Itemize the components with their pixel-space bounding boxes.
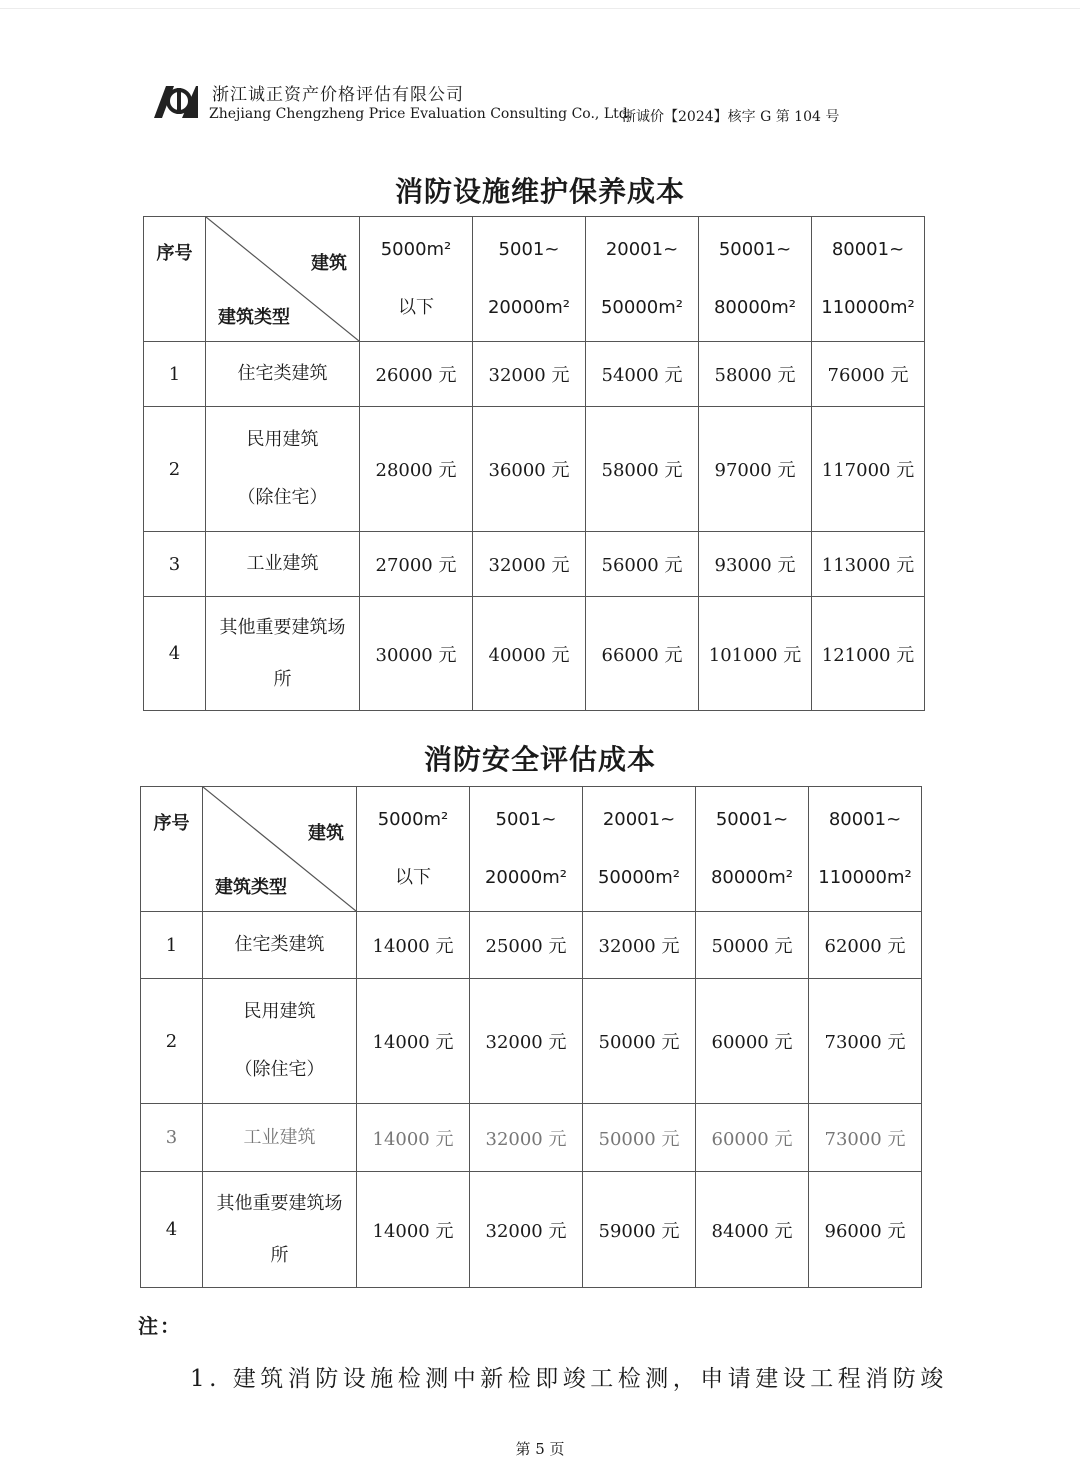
cost-cell: 50000 元 xyxy=(583,1104,696,1172)
cost-cell: 54000 元 xyxy=(586,342,699,407)
cost-cell: 59000 元 xyxy=(583,1172,696,1288)
row-index: 1 xyxy=(141,912,203,979)
row-index: 2 xyxy=(141,979,203,1104)
cost-cell: 101000 元 xyxy=(699,597,812,711)
row-index: 4 xyxy=(141,1172,203,1288)
cost-cell: 32000 元 xyxy=(473,342,586,407)
company-name-cn: 浙江诚正资产价格评估有限公司 xyxy=(212,85,464,105)
cost-cell: 32000 元 xyxy=(470,1172,583,1288)
row-index: 3 xyxy=(144,532,206,597)
building-type: 住宅类建筑 xyxy=(206,342,360,407)
cost-cell: 14000 元 xyxy=(357,1104,470,1172)
cost-cell: 32000 元 xyxy=(470,1104,583,1172)
table2-title: 消防安全评估成本 xyxy=(423,743,656,776)
cost-cell: 84000 元 xyxy=(696,1172,809,1288)
letterhead xyxy=(152,80,912,128)
building-type: 工业建筑 xyxy=(203,1104,357,1172)
range-header: 50001~ 80000m² xyxy=(699,217,812,342)
company-logo-icon xyxy=(152,82,198,120)
company-name-en: Zhejiang Chengzheng Price Evaluation Consulting Co., Ltd. xyxy=(209,106,633,122)
table-row xyxy=(141,1172,922,1288)
building-type: 住宅类建筑 xyxy=(203,912,357,979)
cost-cell: 40000 元 xyxy=(473,597,586,711)
diag-label-building: 建筑 xyxy=(308,823,344,844)
maintenance-cost-table xyxy=(143,216,925,711)
cost-cell: 58000 元 xyxy=(699,342,812,407)
building-type: 其他重要建筑场 所 xyxy=(203,1172,357,1288)
building-type: 其他重要建筑场 所 xyxy=(206,597,360,711)
cost-cell: 96000 元 xyxy=(809,1172,922,1288)
building-type: 民用建筑 （除住宅） xyxy=(206,407,360,532)
table-row xyxy=(141,1104,922,1172)
range-header: 5000m² 以下 xyxy=(357,787,470,912)
safety-assessment-cost-table xyxy=(140,786,922,1288)
table-row xyxy=(144,597,925,711)
table-row xyxy=(144,407,925,532)
range-header: 20001~ 50000m² xyxy=(586,217,699,342)
diag-label-building-type: 建筑类型 xyxy=(218,307,290,328)
notes-label: 注： xyxy=(138,1314,182,1338)
diagonal-header-cell xyxy=(206,217,360,342)
row-index: 4 xyxy=(144,597,206,711)
cost-cell: 32000 元 xyxy=(583,912,696,979)
cost-cell: 50000 元 xyxy=(583,979,696,1104)
cost-cell: 117000 元 xyxy=(812,407,925,532)
note-line-1: 1. 建筑消防设施检测中新检即竣工检测，申请建设工程消防竣 xyxy=(190,1366,948,1392)
cost-cell: 32000 元 xyxy=(473,532,586,597)
cost-cell: 73000 元 xyxy=(809,979,922,1104)
top-divider xyxy=(0,8,1080,9)
row-index: 2 xyxy=(144,407,206,532)
seq-header: 序号 xyxy=(144,217,206,342)
cost-cell: 30000 元 xyxy=(360,597,473,711)
table-row xyxy=(141,979,922,1104)
range-header: 50001~ 80000m² xyxy=(696,787,809,912)
table-row xyxy=(141,912,922,979)
cost-cell: 14000 元 xyxy=(357,979,470,1104)
cost-cell: 58000 元 xyxy=(586,407,699,532)
range-header: 20001~ 50000m² xyxy=(583,787,696,912)
seq-header: 序号 xyxy=(141,787,203,912)
table-header-row xyxy=(144,217,925,342)
cost-cell: 60000 元 xyxy=(696,979,809,1104)
cost-cell: 56000 元 xyxy=(586,532,699,597)
range-header: 80001~ 110000m² xyxy=(812,217,925,342)
cost-cell: 14000 元 xyxy=(357,912,470,979)
cost-cell: 27000 元 xyxy=(360,532,473,597)
cost-cell: 62000 元 xyxy=(809,912,922,979)
document-number: 浙诚价【2024】核字 G 第 104 号 xyxy=(622,109,840,125)
cost-cell: 32000 元 xyxy=(470,979,583,1104)
cost-cell: 93000 元 xyxy=(699,532,812,597)
range-header: 80001~ 110000m² xyxy=(809,787,922,912)
cost-cell: 50000 元 xyxy=(696,912,809,979)
table1-title: 消防设施维护保养成本 xyxy=(394,175,685,208)
table-row xyxy=(144,532,925,597)
cost-cell: 73000 元 xyxy=(809,1104,922,1172)
diagonal-header-cell xyxy=(203,787,357,912)
range-header: 5000m² 以下 xyxy=(360,217,473,342)
table-row xyxy=(144,342,925,407)
cost-cell: 97000 元 xyxy=(699,407,812,532)
cost-cell: 28000 元 xyxy=(360,407,473,532)
cost-cell: 76000 元 xyxy=(812,342,925,407)
cost-cell: 25000 元 xyxy=(470,912,583,979)
building-type: 民用建筑 （除住宅） xyxy=(203,979,357,1104)
building-type: 工业建筑 xyxy=(206,532,360,597)
range-header: 5001~ 20000m² xyxy=(473,217,586,342)
table-header-row xyxy=(141,787,922,912)
diag-label-building-type: 建筑类型 xyxy=(215,877,287,898)
cost-cell: 26000 元 xyxy=(360,342,473,407)
cost-cell: 36000 元 xyxy=(473,407,586,532)
cost-cell: 14000 元 xyxy=(357,1172,470,1288)
cost-cell: 113000 元 xyxy=(812,532,925,597)
cost-cell: 66000 元 xyxy=(586,597,699,711)
page-number: 第 5 页 xyxy=(515,1440,565,1458)
diag-label-building: 建筑 xyxy=(311,253,347,274)
cost-cell: 60000 元 xyxy=(696,1104,809,1172)
cost-cell: 121000 元 xyxy=(812,597,925,711)
row-index: 3 xyxy=(141,1104,203,1172)
row-index: 1 xyxy=(144,342,206,407)
range-header: 5001~ 20000m² xyxy=(470,787,583,912)
